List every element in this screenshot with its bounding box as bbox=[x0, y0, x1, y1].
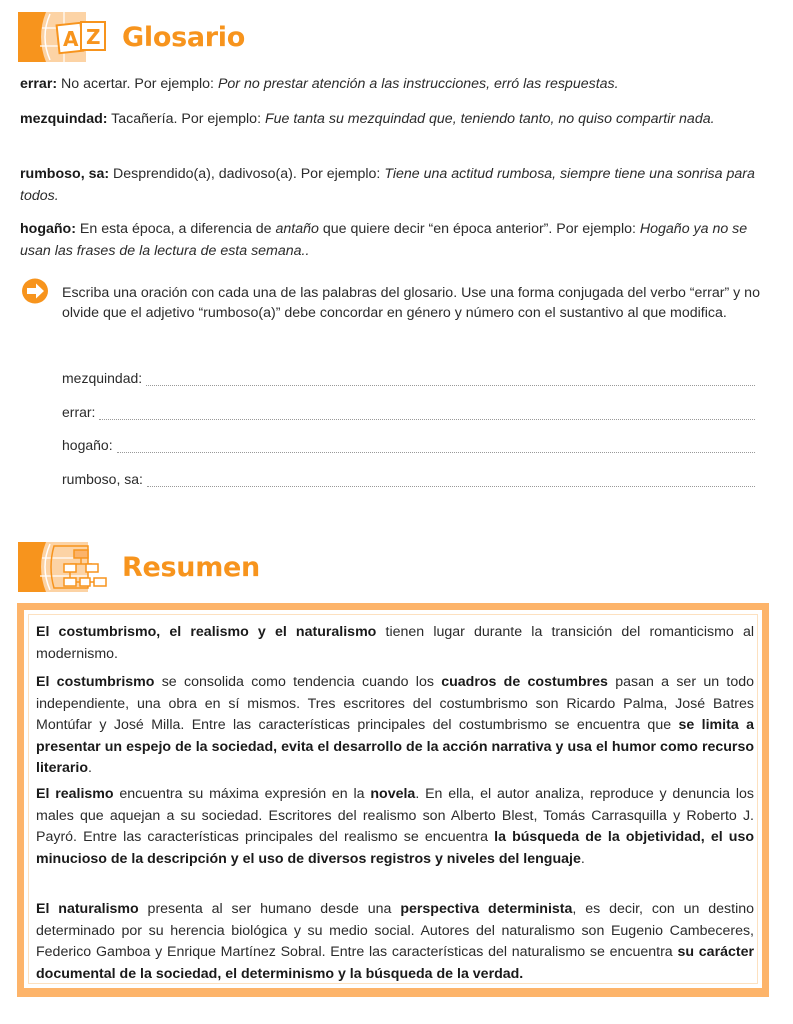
answer-input-mezquindad[interactable] bbox=[146, 371, 755, 386]
glossary-term: hogaño: bbox=[20, 221, 76, 237]
answer-input-hogano[interactable] bbox=[117, 438, 755, 453]
resumen-box bbox=[17, 603, 769, 997]
glossary-example: Fue tanta su mezquindad que, teniendo tanto, no quiso compartir nada. bbox=[264, 111, 715, 127]
exercise-label: rumboso, sa: bbox=[62, 471, 143, 487]
flowchart-icon bbox=[18, 542, 108, 592]
exercise-instruction: Escriba una oración con cada una de las palabras del glosario. Use una forma conjugada del verbo “errar” y no olvide que el adjetivo “rumboso(a)” debe concordar en género y número con el sustantivo al que modifica. bbox=[62, 285, 760, 321]
resumen-header bbox=[18, 542, 260, 592]
resumen-paragraph-naturalismo: El naturalismo presenta al ser humano desde una perspectiva determinista, es decir, con un destino determinado por su herencia biológica y su medio social. Autores del naturalismo son Eugenio Cambeceres, Federico Gamboa y Enrique Martínez Sobral. Entre las características del naturalismo se encuentra su carácter documental de la sociedad, el determinismo y la búsqueda de la verdad. bbox=[36, 901, 755, 982]
az-dictionary-icon bbox=[18, 12, 108, 62]
resumen-title: Resumen bbox=[122, 551, 260, 583]
exercise-line-rumboso bbox=[62, 467, 755, 487]
svg-text:Z: Z bbox=[86, 25, 101, 49]
exercise-line-hogano bbox=[62, 433, 755, 453]
glossary-example: Por no prestar atención a las instrucciones, erró las respuestas. bbox=[217, 76, 619, 92]
glosario-header bbox=[18, 12, 245, 62]
glossary-example: Hogaño ya no se usan las frases de la lectura de esta semana.. bbox=[20, 221, 748, 259]
glossary-term: mezquindad: bbox=[20, 111, 108, 127]
glossary-term: rumboso, sa: bbox=[20, 166, 110, 182]
answer-input-rumboso[interactable] bbox=[147, 472, 755, 487]
exercise-line-errar bbox=[62, 400, 755, 420]
glossary-example: Tiene una actitud rumbosa, siempre tiene una sonrisa para todos. bbox=[20, 166, 755, 204]
exercise-label: hogaño: bbox=[62, 437, 113, 453]
answer-input-errar[interactable] bbox=[99, 405, 755, 420]
glossary-term: errar: bbox=[20, 76, 58, 92]
glossary-entry-hogano: hogaño: En esta época, a diferencia de antaño que quiere decir “en época anterior”. Por ejemplo: Hogaño ya no se usan las frases de la lectura de esta semana.. bbox=[20, 221, 748, 259]
resumen-paragraph-intro: El costumbrismo, el realismo y el naturalismo tienen lugar durante la transición del romanticismo al modernismo. bbox=[36, 624, 755, 662]
exercise-line-mezquindad bbox=[62, 366, 755, 386]
exercise-label: mezquindad: bbox=[62, 370, 143, 386]
glossary-entry-rumboso: rumboso, sa: Desprendido(a), dadivoso(a). Por ejemplo: Tiene una actitud rumbosa, siempre tiene una sonrisa para todos. bbox=[20, 166, 755, 204]
arrow-right-icon bbox=[22, 278, 50, 309]
glossary-entry-mezquindad: mezquindad: Tacañería. Por ejemplo: Fue tanta su mezquindad que, teniendo tanto, no quiso compartir nada. bbox=[20, 111, 715, 127]
glosario-title: Glosario bbox=[122, 21, 245, 53]
exercise-label: errar: bbox=[62, 404, 96, 420]
resumen-paragraph-costumbrismo: El costumbrismo se consolida como tendencia cuando los cuadros de costumbres pasan a ser un todo independiente, una obra en sí mismos. Tres escritores del costumbrismo son Ricardo Palma, José Batres Montúfar y José Milla. Entre las características principales del costumbrismo se encuentra que se limita a presentar un espejo de la sociedad, evita el desarrollo de la acción narrativa y usa el humor como recurso literario. bbox=[36, 674, 754, 776]
resumen-paragraph-realismo: El realismo encuentra su máxima expresión en la novela. En ella, el autor analiza, reproduce y denuncia los males que aquejan a su sociedad. Escritores del realismo son Alberto Blest, Tomás Carrasquilla y Roberto J. Payró. Entre las características principales del realismo se encuentra la búsqueda de la objetividad, el uso minucioso de la descripción y el uso de diversos registros y niveles del lenguaje. bbox=[36, 786, 755, 867]
glossary-entry-errar: errar: No acertar. Por ejemplo: Por no prestar atención a las instrucciones, erró las respuestas. bbox=[20, 76, 619, 92]
svg-text:A: A bbox=[63, 27, 79, 51]
